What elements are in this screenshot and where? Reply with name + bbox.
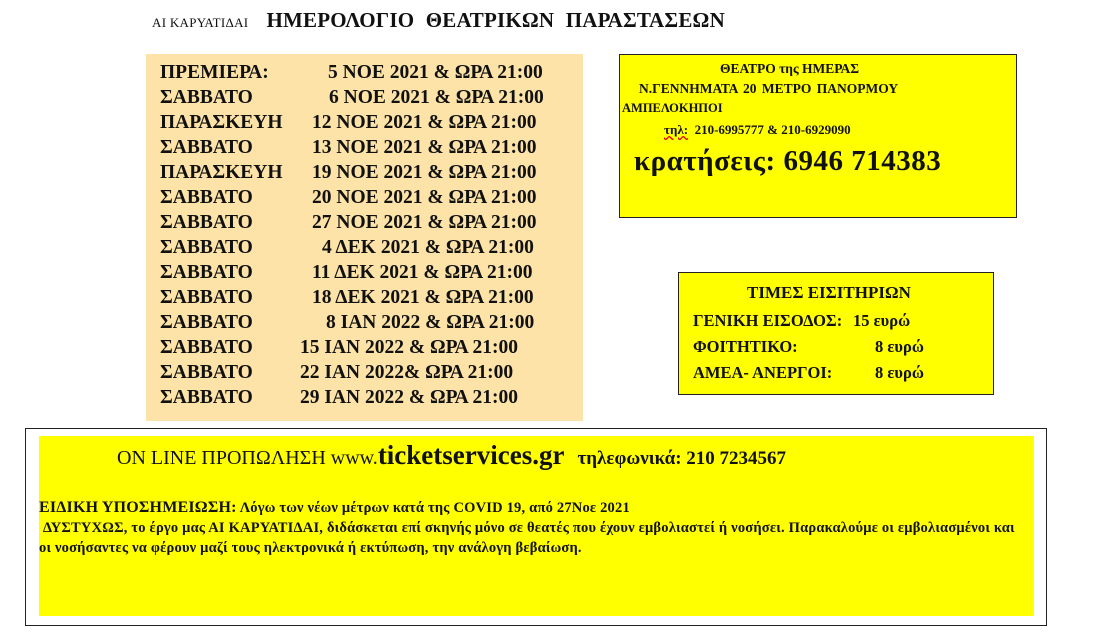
schedule-row	[160, 87, 544, 112]
schedule-date: 20 ΝΟΕ 2021 & ΩΡΑ 21:00	[312, 187, 537, 208]
theatre-phones	[664, 122, 851, 138]
schedule-day: ΣΑΒΒΑΤΟ	[160, 312, 253, 333]
schedule-date: 8 ΙΑΝ 2022 & ΩΡΑ 21:00	[326, 312, 535, 333]
schedule-row	[160, 262, 533, 287]
presale-phone: τηλεφωνικά: 210 7234567	[577, 448, 787, 469]
schedule-date: 6 ΝΟΕ 2021 & ΩΡΑ 21:00	[329, 87, 544, 108]
online-presale-line	[117, 440, 786, 471]
online-prefix: ON LINE ΠΡΟΠΩΛΗΣΗ www.	[117, 447, 378, 469]
schedule-row	[160, 362, 513, 387]
price-label: ΑΜΕΑ- ΑΝΕΡΓΟΙ:	[693, 363, 833, 382]
schedule-row	[160, 62, 543, 87]
price-value: 8 ευρώ	[875, 363, 924, 382]
schedule-day: ΣΑΒΒΑΤΟ	[160, 212, 253, 233]
schedule-row	[160, 162, 537, 187]
schedule-day: ΠΑΡΑΣΚΕΥΗ	[160, 112, 283, 133]
schedule-row	[160, 312, 534, 337]
schedule-day: ΣΑΒΒΑΤΟ	[160, 362, 253, 383]
schedule-day: ΣΑΒΒΑΤΟ	[160, 237, 253, 258]
schedule-row	[160, 387, 518, 412]
page-title: ΗΜΕΡΟΛΟΓΙΟ ΘΕΑΤΡΙΚΩΝ ΠΑΡΑΣΤΑΣΕΩΝ	[266, 8, 725, 32]
note-line-2: ΔΥΣΤΥΧΩΣ, το έργο μας ΑΙ ΚΑΡΥΑΤΙΔΑΙ, διδάσκεται επί σκηνής μόνο σε θεατές που έχουν εμβολιαστεί ή νοσήσει. Παρακαλούμε οι εμβολιασμένοι και οι νοσήσαντες να φέρουν μαζί τους ηλεκτρονικά ή εκτύπωση, την ανάλογη βεβαίωση.	[39, 520, 1015, 556]
prices-title: ΤΙΜΕΣ ΕΙΣΙΤΗΡΙΩΝ	[747, 283, 911, 302]
schedule-day: ΣΑΒΒΑΤΟ	[160, 187, 253, 208]
schedule-date: 11 ΔΕΚ 2021 & ΩΡΑ 21:00	[312, 262, 533, 283]
schedule-row	[160, 212, 537, 237]
schedule-row	[160, 112, 537, 137]
schedule-date: 27 ΝΟΕ 2021 & ΩΡΑ 21:00	[312, 212, 537, 233]
schedule-day: ΣΑΒΒΑΤΟ	[160, 137, 253, 158]
schedule-row	[160, 237, 534, 262]
schedule-row	[160, 287, 534, 312]
schedule-date: 13 ΝΟΕ 2021 & ΩΡΑ 21:00	[312, 137, 537, 158]
phone-numbers: 210-6995777 & 210-6929090	[694, 122, 851, 137]
schedule-date: 19 ΝΟΕ 2021 & ΩΡΑ 21:00	[312, 162, 537, 183]
note-title: ΕΙΔΙΚΗ ΥΠΟΣΗΜΕΙΩΣΗ:	[39, 499, 237, 516]
note-line-1: Λόγω των νέων μέτρων κατά της COVID 19, από 27Νοε 2021	[239, 500, 630, 516]
play-title-small: ΑΙ ΚΑΡΥΑΤΙΔΑΙ	[152, 15, 249, 30]
online-presale-box	[39, 436, 1034, 616]
schedule-date: 18 ΔΕΚ 2021 & ΩΡΑ 21:00	[312, 287, 534, 308]
schedule-day: ΠΡΕΜΙΕΡΑ:	[160, 62, 269, 83]
phone-label: τηλ:	[664, 122, 689, 137]
schedule-date: 5 ΝΟΕ 2021 & ΩΡΑ 21:00	[328, 62, 543, 83]
page-header	[152, 8, 725, 33]
performance-schedule	[146, 54, 583, 421]
schedule-date: 22 ΙΑΝ 2022& ΩΡΑ 21:00	[300, 362, 514, 383]
price-value: 8 ευρώ	[875, 337, 924, 356]
schedule-row	[160, 337, 518, 362]
schedule-day: ΣΑΒΒΑΤΟ	[160, 387, 253, 408]
price-label: ΦΟΙΤΗΤΙΚΟ:	[693, 337, 798, 356]
price-row	[693, 363, 924, 383]
price-row	[693, 311, 911, 331]
ticket-prices-box	[678, 272, 994, 395]
schedule-date: 15 ΙΑΝ 2022 & ΩΡΑ 21:00	[300, 337, 519, 358]
schedule-day: ΣΑΒΒΑΤΟ	[160, 337, 253, 358]
schedule-day: ΣΑΒΒΑΤΟ	[160, 87, 253, 108]
schedule-day: ΠΑΡΑΣΚΕΥΗ	[160, 162, 283, 183]
special-note	[39, 498, 1029, 558]
schedule-date: 12 ΝΟΕ 2021 & ΩΡΑ 21:00	[312, 112, 537, 133]
schedule-row	[160, 137, 537, 162]
schedule-row	[160, 187, 537, 212]
theatre-area: ΑΜΠΕΛΟΚΗΠΟΙ	[622, 101, 723, 115]
schedule-date: 4 ΔΕΚ 2021 & ΩΡΑ 21:00	[322, 237, 534, 258]
ticket-site-link[interactable]: ticketservices.gr	[377, 440, 565, 470]
theatre-info-box	[619, 54, 1017, 218]
schedule-date: 29 ΙΑΝ 2022 & ΩΡΑ 21:00	[300, 387, 519, 408]
reservations-phone: κρατήσεις: 6946 714383	[634, 145, 942, 177]
price-row	[693, 337, 924, 357]
schedule-day: ΣΑΒΒΑΤΟ	[160, 287, 253, 308]
theatre-name: ΘΕΑΤΡΟ της ΗΜΕΡΑΣ	[720, 61, 860, 76]
theatre-address: Ν.ΓΕΝΝΗΜΑΤΑ 20 ΜΕΤΡΟ ΠΑΝΟΡΜΟΥ	[639, 81, 899, 96]
price-label: ΓΕΝΙΚΗ ΕΙΣΟΔΟΣ:	[693, 311, 843, 330]
price-value: 15 ευρώ	[853, 311, 911, 330]
schedule-day: ΣΑΒΒΑΤΟ	[160, 262, 253, 283]
